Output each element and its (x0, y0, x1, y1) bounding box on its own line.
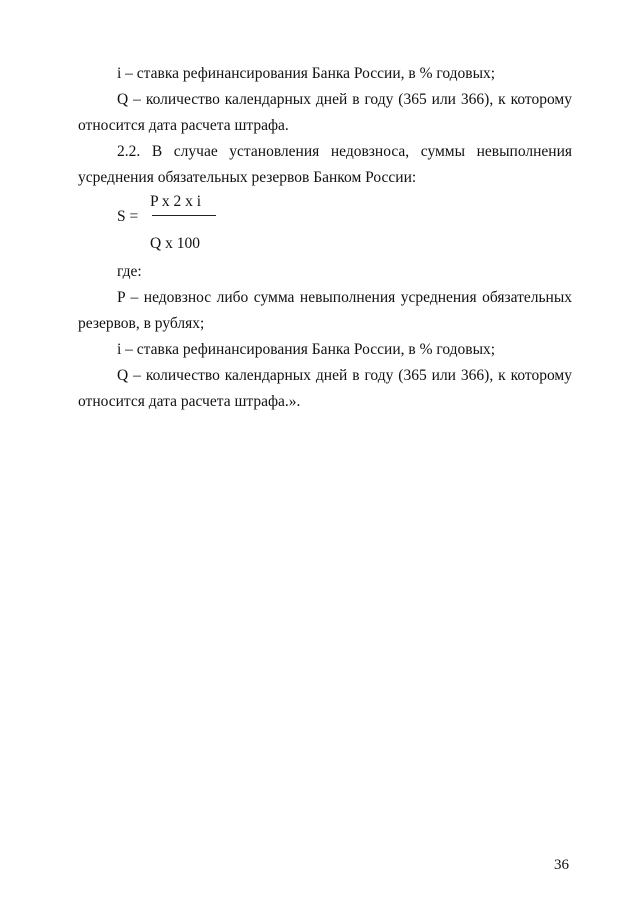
formula-lhs: S = (117, 208, 139, 225)
definition-q-line-2: Q – количество календарных дней в году (365 или 366), к которому (117, 367, 572, 384)
definition-q-continuation: относится дата расчета штрафа. (78, 117, 289, 134)
definition-i-line: i – ставка рефинансирования Банка России, в % годовых; (117, 65, 496, 82)
definition-q-continuation-2: относится дата расчета штрафа.». (78, 393, 301, 410)
paragraph-2-2-continuation: усреднения обязательных резервов Банком России: (78, 169, 417, 186)
formula-denominator: Q x 100 (150, 235, 200, 252)
formula-numerator: P x 2 x i (150, 193, 202, 210)
where-label: где: (117, 263, 142, 280)
paragraph-2-2-heading: 2.2. В случае установления недовзноса, суммы невыполнения (117, 143, 572, 160)
definition-p-continuation: резервов, в рублях; (78, 315, 205, 332)
formula-fraction-bar (152, 215, 216, 216)
definition-i-line-2: i – ставка рефинансирования Банка России, в % годовых; (117, 341, 496, 358)
page-number: 36 (554, 857, 569, 873)
definition-q-line: Q – количество календарных дней в году (365 или 366), к которому (117, 91, 572, 108)
definition-p-line: P – недовзнос либо сумма невыполнения усреднения обязательных (117, 289, 572, 306)
